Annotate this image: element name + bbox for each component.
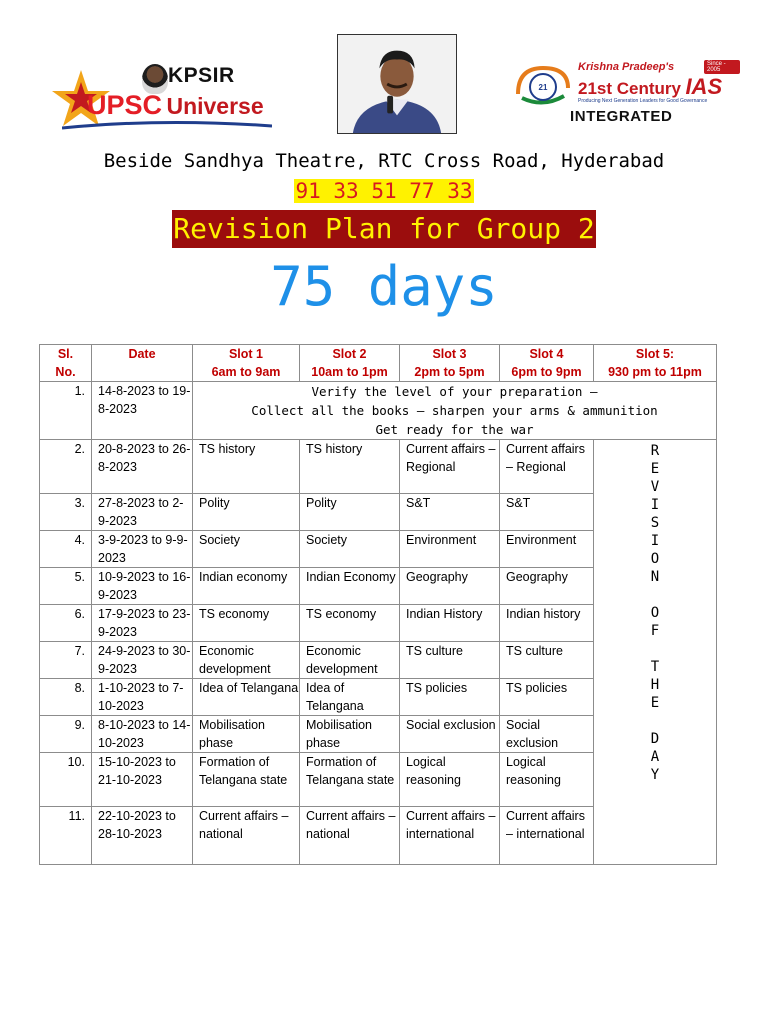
logo-swoosh-icon [62,120,272,130]
plan-title-line [0,210,768,248]
row-slot3: Social exclusion [400,716,500,753]
row-slot1: Formation of Telangana state [193,753,300,807]
logo-universe-text: Universe [166,93,264,119]
address-line: Beside Sandhya Theatre, RTC Cross Road, Hyderabad [103,150,665,172]
row-date: 22-10-2023 to 28-10-2023 [92,807,193,865]
logo-tagline-text: Producing Next Generation Leaders for Good Governance [578,98,708,104]
row-sl: 3. [40,494,92,531]
header-slot2: Slot 2 10am to 1pm [300,345,400,382]
header-slot5: Slot 5: 930 pm to 11pm [594,345,717,382]
row-slot2: Indian Economy [300,568,400,605]
row-sl: 11. [40,807,92,865]
21st-century-ias-logo [514,58,740,130]
row-date: 10-9-2023 to 16-9-2023 [92,568,193,605]
phone-line [0,179,768,203]
row-slot1: Polity [193,494,300,531]
logo-21st-century-text: 21st Century [578,79,681,98]
logo-ias-text: IAS [685,74,723,99]
row-slot2: Society [300,531,400,568]
row-slot1: Indian economy [193,568,300,605]
row-slot1: Current affairs – national [193,807,300,865]
row-slot2: TS history [300,440,400,494]
logo-upsc-text: UPSC [87,90,163,120]
header-slot1: Slot 1 6am to 9am [193,345,300,382]
row-slot3: TS policies [400,679,500,716]
preparation-note [193,382,717,440]
table-row [40,382,717,440]
row-slot4: Logical reasoning [500,753,594,807]
row-slot1: TS history [193,440,300,494]
row-slot2: Polity [300,494,400,531]
row-slot1: Economic development [193,642,300,679]
row-slot3: Indian History [400,605,500,642]
row-slot2: TS economy [300,605,400,642]
note-line: Verify the level of your preparation – [311,384,598,399]
kpsir-upsc-universe-logo [50,62,286,132]
row-slot4: Current affairs – international [500,807,594,865]
row-date: 15-10-2023 to 21-10-2023 [92,753,193,807]
speaker-portrait-icon [338,35,456,133]
revision-of-the-day-cell: R E V I S I O N O F T H E D A Y [594,440,717,865]
row-date: 3-9-2023 to 9-9-2023 [92,531,193,568]
header-slot4: Slot 4 6pm to 9pm [500,345,594,382]
row-sl: 7. [40,642,92,679]
row-date: 27-8-2023 to 2-9-2023 [92,494,193,531]
row-slot3: Logical reasoning [400,753,500,807]
row-slot4: TS culture [500,642,594,679]
row-sl: 10. [40,753,92,807]
row-slot3: TS culture [400,642,500,679]
row-slot2: Mobilisation phase [300,716,400,753]
row-date: 20-8-2023 to 26-8-2023 [92,440,193,494]
row-slot4: Environment [500,531,594,568]
row-slot1: Society [193,531,300,568]
row-sl: 5. [40,568,92,605]
row-slot4: Current affairs – Regional [500,440,594,494]
row-slot4: Social exclusion [500,716,594,753]
logo-since-badge: Since - 2005 [704,60,740,74]
logo-krishna-pradeep-text: Krishna Pradeep's [578,61,675,73]
duration-heading: 75 days [270,255,498,318]
phone-number: 91 33 51 77 33 [295,179,473,203]
row-slot2: Economic development [300,642,400,679]
header-sl: Sl. No. [40,345,92,382]
row-date: 8-10-2023 to 14-10-2023 [92,716,193,753]
header-slot3: Slot 3 2pm to 5pm [400,345,500,382]
ias-emblem-icon [514,64,572,108]
row-slot4: TS policies [500,679,594,716]
row-slot2: Formation of Telangana state [300,753,400,807]
logo-century-ias-text [578,74,722,100]
row-slot2: Current affairs – national [300,807,400,865]
row-sl: 1. [40,382,92,440]
row-slot3: S&T [400,494,500,531]
row-date: 17-9-2023 to 23-9-2023 [92,605,193,642]
row-slot4: S&T [500,494,594,531]
row-sl: 9. [40,716,92,753]
table-row [40,440,717,494]
table-header-row [40,345,717,382]
row-slot3: Current affairs – international [400,807,500,865]
row-sl: 6. [40,605,92,642]
row-date: 24-9-2023 to 30-9-2023 [92,642,193,679]
note-line: Get ready for the war [375,422,534,437]
speaker-photo [337,34,457,134]
logo-integrated-text: INTEGRATED [570,108,673,125]
row-date: 14-8-2023 to 19-8-2023 [92,382,193,440]
row-date: 1-10-2023 to 7-10-2023 [92,679,193,716]
row-slot3: Environment [400,531,500,568]
row-slot1: Mobilisation phase [193,716,300,753]
note-line: Collect all the books – sharpen your arms & ammunition [251,403,658,418]
row-slot2: Idea of Telangana [300,679,400,716]
plan-title: Revision Plan for Group 2 [172,210,595,248]
row-sl: 8. [40,679,92,716]
row-slot4: Geography [500,568,594,605]
row-sl: 2. [40,440,92,494]
revision-plan-table [39,344,717,865]
row-sl: 4. [40,531,92,568]
header-date: Date [92,345,193,382]
svg-text:21: 21 [538,83,548,92]
logo-upsc-universe-text [87,90,264,121]
row-slot1: TS economy [193,605,300,642]
row-slot4: Indian history [500,605,594,642]
row-slot3: Geography [400,568,500,605]
row-slot1: Idea of Telangana [193,679,300,716]
row-slot3: Current affairs – Regional [400,440,500,494]
logo-kpsir-text: KPSIR [168,64,235,87]
